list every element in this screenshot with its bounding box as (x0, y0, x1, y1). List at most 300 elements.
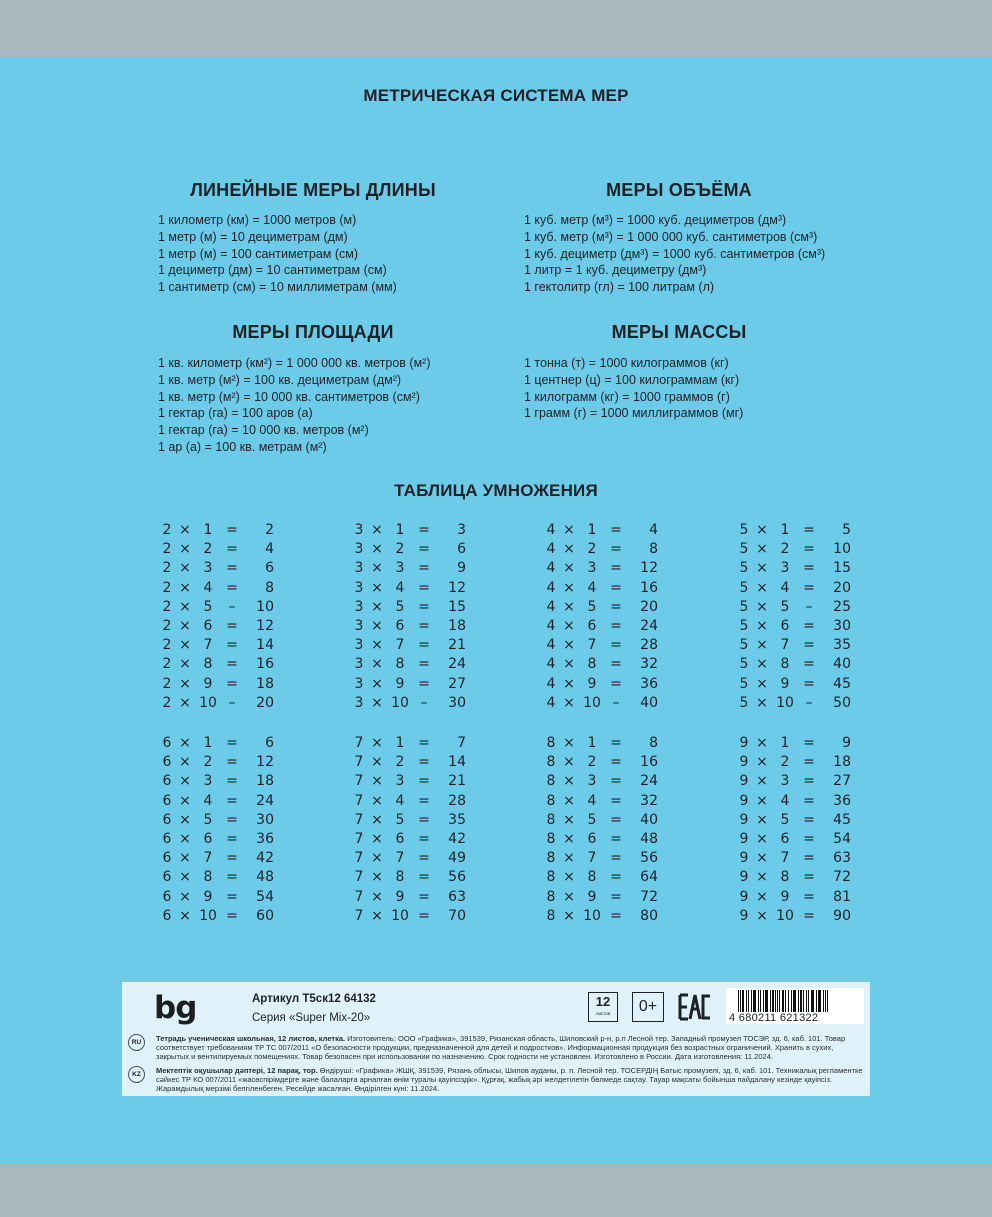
product: 8 (265, 579, 274, 596)
equals-sign: = (418, 830, 430, 847)
times-sign: × (563, 579, 575, 596)
multiplication-row (544, 811, 658, 830)
barcode-bar (763, 990, 764, 1012)
factor: 4 (546, 598, 556, 615)
product: 25 (833, 598, 851, 615)
product: 14 (256, 637, 274, 654)
factor: 6 (162, 869, 172, 886)
legal-kz-body: Өндіруші: «Графика» ЖШҚ, 391539, Рязань облысы, Шилов ауданы, р. п. Лесной тер. ТОСЕРДІҢ Батыс промузелі, зд. 6, каб. 101. Техникалық регламентке сәйкес ТР КО 007/2011 «жасөспірімдерге және балаларға арналған өнім туралы қауіпсіздік». Құрғақ, жабық әрі желдетілетін бөлмеде сақтау. Тауар мақсаты бойынша пайдалану кезінде қауіпсіз. Жарамдылық мерзімі белгіленбеген. Ресейде жасалған. Өндірілген күні: 11.2024. (156, 1066, 863, 1094)
equals-sign: = (418, 541, 430, 558)
product: 6 (265, 560, 274, 577)
factor: 5 (739, 656, 749, 673)
equals-sign: = (418, 773, 430, 790)
barcode-bar (746, 990, 747, 1012)
times-sign: × (179, 907, 191, 924)
multiplier: 7 (395, 850, 405, 867)
multiplication-row (737, 559, 851, 578)
times-sign: × (179, 773, 191, 790)
mass-item: 1 килограмм (кг) = 1000 граммов (г) (524, 389, 730, 404)
times-sign: × (756, 560, 768, 577)
factor: 9 (739, 907, 749, 924)
volume-item: 1 куб. метр (м³) = 1000 куб. дециметров (дм³) (524, 213, 787, 227)
product: 18 (256, 675, 274, 692)
equals-sign: – (805, 598, 813, 615)
multiplication-row (544, 675, 658, 694)
product: 5 (842, 522, 851, 538)
multiplier: 3 (395, 773, 405, 790)
multiplier: 10 (391, 907, 409, 924)
multiplier: 3 (587, 773, 597, 790)
times-sign: × (371, 541, 383, 558)
multiplication-row (352, 675, 466, 694)
equals-sign: – (228, 598, 236, 615)
factor: 4 (546, 675, 556, 692)
multiplication-row (737, 734, 851, 753)
times-sign: × (756, 541, 768, 558)
product: 24 (256, 792, 274, 809)
equals-sign: = (803, 541, 815, 558)
equals-sign: = (803, 754, 815, 771)
age-rating-badge: 0+ (632, 992, 664, 1022)
equals-sign: = (610, 541, 622, 558)
product: 8 (649, 735, 658, 751)
product: 28 (640, 637, 658, 654)
multiplier: 6 (203, 617, 213, 634)
barcode-bar (748, 990, 749, 1012)
times-sign: × (179, 869, 191, 886)
factor: 8 (546, 907, 556, 924)
multiplier: 4 (780, 579, 790, 596)
factor: 9 (739, 850, 749, 867)
times-sign: × (563, 541, 575, 558)
equals-sign: = (226, 754, 238, 771)
equals-sign: = (803, 869, 815, 886)
factor: 2 (162, 598, 172, 615)
legal-ru-title: Тетрадь ученическая школьная, 12 листов, клетка. (156, 1034, 346, 1043)
times-sign: × (563, 522, 575, 538)
multiplication-row (160, 868, 274, 887)
multiplier: 4 (395, 792, 405, 809)
sheets-count: 12 (595, 994, 611, 1009)
multiplier: 5 (780, 598, 790, 615)
factor: 8 (546, 773, 556, 790)
multiplication-block-3 (352, 521, 466, 713)
multiplier: 2 (395, 541, 405, 558)
factor: 3 (354, 617, 364, 634)
times-sign: × (179, 637, 191, 654)
product: 30 (833, 617, 851, 634)
linear-item: 1 метр (м) = 100 сантиметрам (см) (158, 246, 359, 261)
multiplier: 2 (780, 754, 790, 771)
multiplication-row (544, 830, 658, 849)
factor: 7 (354, 735, 364, 751)
product: 90 (833, 907, 851, 924)
product: 60 (256, 907, 274, 924)
multiplier: 3 (780, 560, 790, 577)
multiplier: 2 (587, 541, 597, 558)
times-sign: × (371, 830, 383, 847)
multiplication-row (544, 888, 658, 907)
area-list (158, 355, 431, 456)
multiplication-block-9 (737, 734, 851, 926)
factor: 5 (739, 694, 749, 711)
multiplication-row (544, 753, 658, 772)
equals-sign: = (803, 773, 815, 790)
factor: 3 (354, 579, 364, 596)
times-sign: × (371, 869, 383, 886)
equals-sign: = (418, 811, 430, 828)
factor: 8 (546, 792, 556, 809)
times-sign: × (179, 598, 191, 615)
equals-sign: = (418, 598, 430, 615)
multiplication-row (737, 907, 851, 926)
product: 14 (448, 754, 466, 771)
multiplication-row (737, 617, 851, 636)
multiplication-row (352, 753, 466, 772)
multiplication-row (544, 521, 658, 540)
multiplier: 10 (776, 694, 794, 711)
factor: 3 (354, 560, 364, 577)
multiplier: 9 (395, 675, 405, 692)
equals-sign: = (226, 735, 238, 751)
factor: 4 (546, 694, 556, 711)
times-sign: × (756, 811, 768, 828)
multiplier: 6 (780, 830, 790, 847)
equals-sign: = (418, 617, 430, 634)
multiplication-row (160, 559, 274, 578)
product: 36 (640, 675, 658, 692)
times-sign: × (371, 560, 383, 577)
equals-sign: = (610, 656, 622, 673)
product: 40 (640, 811, 658, 828)
linear-title: ЛИНЕЙНЫЕ МЕРЫ ДЛИНЫ (190, 180, 436, 200)
product: 40 (833, 656, 851, 673)
factor: 2 (162, 694, 172, 711)
equals-sign: = (418, 869, 430, 886)
times-sign: × (756, 773, 768, 790)
volume-title: МЕРЫ ОБЪЁМА (606, 180, 752, 200)
barcode-bar (760, 990, 761, 1012)
factor: 7 (354, 811, 364, 828)
product: 16 (640, 754, 658, 771)
multiplication-block-5 (737, 521, 851, 713)
equals-sign: = (610, 811, 622, 828)
multiplier: 10 (199, 694, 217, 711)
times-sign: × (563, 773, 575, 790)
multiplier: 10 (199, 907, 217, 924)
times-sign: × (371, 907, 383, 924)
equals-sign: = (803, 637, 815, 654)
times-sign: × (179, 541, 191, 558)
times-sign: × (371, 522, 383, 538)
equals-sign: = (803, 560, 815, 577)
equals-sign: = (610, 617, 622, 634)
times-sign: × (371, 773, 383, 790)
multiplier: 5 (780, 811, 790, 828)
multiplication-row (160, 753, 274, 772)
product: 54 (833, 830, 851, 847)
multiplication-row (544, 540, 658, 559)
product: 27 (833, 773, 851, 790)
barcode-bar (751, 990, 752, 1012)
legal-text-ru (156, 1034, 864, 1062)
equals-sign: = (610, 522, 622, 538)
factor: 6 (162, 888, 172, 905)
multiplication-row (737, 540, 851, 559)
barcode-bar (785, 990, 786, 1012)
product: 18 (833, 754, 851, 771)
times-sign: × (371, 754, 383, 771)
barcode-bar (791, 990, 792, 1012)
product: 54 (256, 888, 274, 905)
factor: 8 (546, 869, 556, 886)
volume-item: 1 гектолитр (гл) = 100 литрам (л) (524, 280, 715, 295)
multiplication-block-2 (160, 521, 274, 713)
series-name: Серия «Super Mix-20» (252, 1012, 371, 1024)
equals-sign: – (420, 694, 428, 711)
times-sign: × (563, 869, 575, 886)
multiplier: 9 (587, 675, 597, 692)
times-sign: × (371, 694, 383, 711)
multiplication-row (544, 868, 658, 887)
multiplication-row (737, 521, 851, 540)
factor: 4 (546, 617, 556, 634)
times-sign: × (179, 888, 191, 905)
barcode-bar (803, 990, 804, 1012)
equals-sign: = (418, 792, 430, 809)
barcode-digits: 4 680211 621322 (726, 1012, 864, 1024)
equals-sign: = (226, 811, 238, 828)
equals-sign: = (418, 735, 430, 751)
multiplier: 7 (203, 850, 213, 867)
area-item: 1 ар (а) = 100 кв. метрам (м²) (158, 439, 327, 454)
times-sign: × (563, 617, 575, 634)
multiplier: 8 (203, 869, 213, 886)
multiplier: 1 (587, 735, 597, 751)
product: 7 (457, 735, 466, 751)
times-sign: × (371, 675, 383, 692)
product: 70 (448, 907, 466, 924)
factor: 7 (354, 850, 364, 867)
multiplier: 8 (780, 656, 790, 673)
times-sign: × (179, 560, 191, 577)
barcode-bar (770, 990, 771, 1012)
factor: 2 (162, 637, 172, 654)
equals-sign: = (610, 579, 622, 596)
multiplier: 9 (780, 888, 790, 905)
multiplier: 1 (203, 735, 213, 751)
equals-sign: = (418, 907, 430, 924)
multiplication-row (352, 849, 466, 868)
factor: 6 (162, 773, 172, 790)
product: 49 (448, 850, 466, 867)
barcode-bar (825, 990, 826, 1012)
multiplication-row (737, 830, 851, 849)
multiplication-row (352, 868, 466, 887)
multiplier: 5 (395, 598, 405, 615)
multiplier: 8 (395, 869, 405, 886)
multiplication-row (160, 830, 274, 849)
factor: 6 (162, 850, 172, 867)
product: 63 (448, 888, 466, 905)
factor: 9 (739, 830, 749, 847)
barcode (726, 988, 864, 1024)
product: 27 (448, 675, 466, 692)
product: 3 (457, 522, 466, 538)
factor: 2 (162, 656, 172, 673)
times-sign: × (756, 675, 768, 692)
barcode-bar (742, 990, 744, 1012)
factor: 6 (162, 792, 172, 809)
factor: 6 (162, 754, 172, 771)
multiplication-row (352, 636, 466, 655)
multiplication-row (160, 849, 274, 868)
barcode-bar (798, 990, 799, 1012)
barcode-bars-icon (726, 988, 864, 1012)
multiplier: 7 (587, 850, 597, 867)
equals-sign: = (226, 637, 238, 654)
linear-list (158, 212, 397, 296)
equals-sign: = (610, 869, 622, 886)
product: 48 (256, 869, 274, 886)
equals-sign: = (226, 869, 238, 886)
equals-sign: = (610, 735, 622, 751)
multiplier: 2 (203, 541, 213, 558)
times-sign: × (756, 735, 768, 751)
multiplication-row (544, 772, 658, 791)
product: 8 (649, 541, 658, 558)
barcode-bar (782, 990, 784, 1012)
mass-item: 1 центнер (ц) = 100 килограммам (кг) (524, 372, 740, 387)
factor: 6 (162, 907, 172, 924)
multiplier: 4 (203, 792, 213, 809)
multiplication-row (737, 888, 851, 907)
factor: 9 (739, 869, 749, 886)
product: 32 (640, 792, 658, 809)
equals-sign: = (418, 637, 430, 654)
multiplication-row (352, 598, 466, 617)
equals-sign: = (803, 617, 815, 634)
product: 42 (256, 850, 274, 867)
times-sign: × (371, 637, 383, 654)
multiplier: 5 (203, 598, 213, 615)
times-sign: × (563, 754, 575, 771)
linear-item: 1 километр (км) = 1000 метров (м) (158, 213, 357, 227)
multiplier: 1 (203, 522, 213, 538)
multiplier: 1 (780, 735, 790, 751)
times-sign: × (756, 754, 768, 771)
factor: 9 (739, 888, 749, 905)
factor: 8 (546, 850, 556, 867)
equals-sign: = (226, 579, 238, 596)
times-sign: × (563, 694, 575, 711)
factor: 5 (739, 617, 749, 634)
equals-sign: = (226, 560, 238, 577)
product: 6 (265, 735, 274, 751)
multiplication-row (737, 811, 851, 830)
multiplier: 8 (780, 869, 790, 886)
equals-sign: = (610, 830, 622, 847)
product: 40 (640, 694, 658, 711)
multiplier: 10 (583, 907, 601, 924)
factor: 9 (739, 754, 749, 771)
legal-ru-body: Изготовитель: ООО «Графика», 391539, Рязанская область, Шиловский р-н, р.п Лесной тер. Западный промузел ТОСЭР, зд. 6, каб. 101. Товар соответствует требованиям ТР ТС 007/2011 «О безопасности продукции, предназначенной для детей и подростков». Информационная продукция без возрастных ограничений. Хранить в сухих, закрытых и вентилируемых помещениях. Товар безопасен при использовании по назначению. Срок годности не установлен. Изготовлено в России. Дата изготовления: 11.2024. (156, 1034, 846, 1062)
factor: 7 (354, 773, 364, 790)
barcode-bar (775, 990, 776, 1012)
sheets-count-badge (588, 992, 618, 1022)
area-item: 1 кв. метр (м²) = 10 000 кв. сантиметров (см²) (158, 389, 420, 404)
product: 45 (833, 811, 851, 828)
multiplication-row (352, 521, 466, 540)
equals-sign: = (803, 579, 815, 596)
multiplier: 5 (203, 811, 213, 828)
times-sign: × (756, 522, 768, 538)
multiplication-row (544, 579, 658, 598)
times-sign: × (563, 907, 575, 924)
multiplier: 6 (780, 617, 790, 634)
product: 16 (256, 656, 274, 673)
barcode-bar (777, 990, 778, 1012)
multiplication-block-4 (544, 521, 658, 713)
linear-item: 1 дециметр (дм) = 10 сантиметрам (см) (158, 263, 387, 278)
multiplier: 3 (587, 560, 597, 577)
times-sign: × (756, 637, 768, 654)
barcode-bar (806, 990, 807, 1012)
barcode-bar (827, 990, 828, 1012)
factor: 7 (354, 907, 364, 924)
multiplication-block-8 (544, 734, 658, 926)
product: 36 (256, 830, 274, 847)
equals-sign: = (226, 541, 238, 558)
multiplier: 7 (203, 637, 213, 654)
product: 28 (448, 792, 466, 809)
product: 56 (640, 850, 658, 867)
multiplier: 8 (587, 656, 597, 673)
factor: 8 (546, 754, 556, 771)
multiplier: 8 (203, 656, 213, 673)
multiplier: 2 (203, 754, 213, 771)
equals-sign: = (803, 735, 815, 751)
product: 80 (640, 907, 658, 924)
multiplier: 5 (587, 598, 597, 615)
multiplication-row (544, 559, 658, 578)
brand-logo: bg (154, 990, 197, 1026)
factor: 4 (546, 656, 556, 673)
factor: 5 (739, 637, 749, 654)
equals-sign: = (418, 579, 430, 596)
factor: 3 (354, 522, 364, 538)
multiplier: 8 (587, 869, 597, 886)
multiplier: 1 (780, 522, 790, 538)
factor: 4 (546, 541, 556, 558)
equals-sign: = (418, 675, 430, 692)
multiplier: 2 (395, 754, 405, 771)
product: 18 (448, 617, 466, 634)
multiplication-row (737, 636, 851, 655)
equals-sign: = (610, 773, 622, 790)
times-sign: × (563, 811, 575, 828)
factor: 6 (162, 735, 172, 751)
equals-sign: = (803, 656, 815, 673)
product: 35 (833, 637, 851, 654)
multiplication-row (737, 849, 851, 868)
barcode-bar (738, 990, 739, 1012)
multiplication-row (160, 734, 274, 753)
equals-sign: = (226, 522, 238, 538)
multiplication-row (352, 694, 466, 713)
barcode-bar (823, 990, 824, 1012)
mass-list (524, 355, 743, 422)
